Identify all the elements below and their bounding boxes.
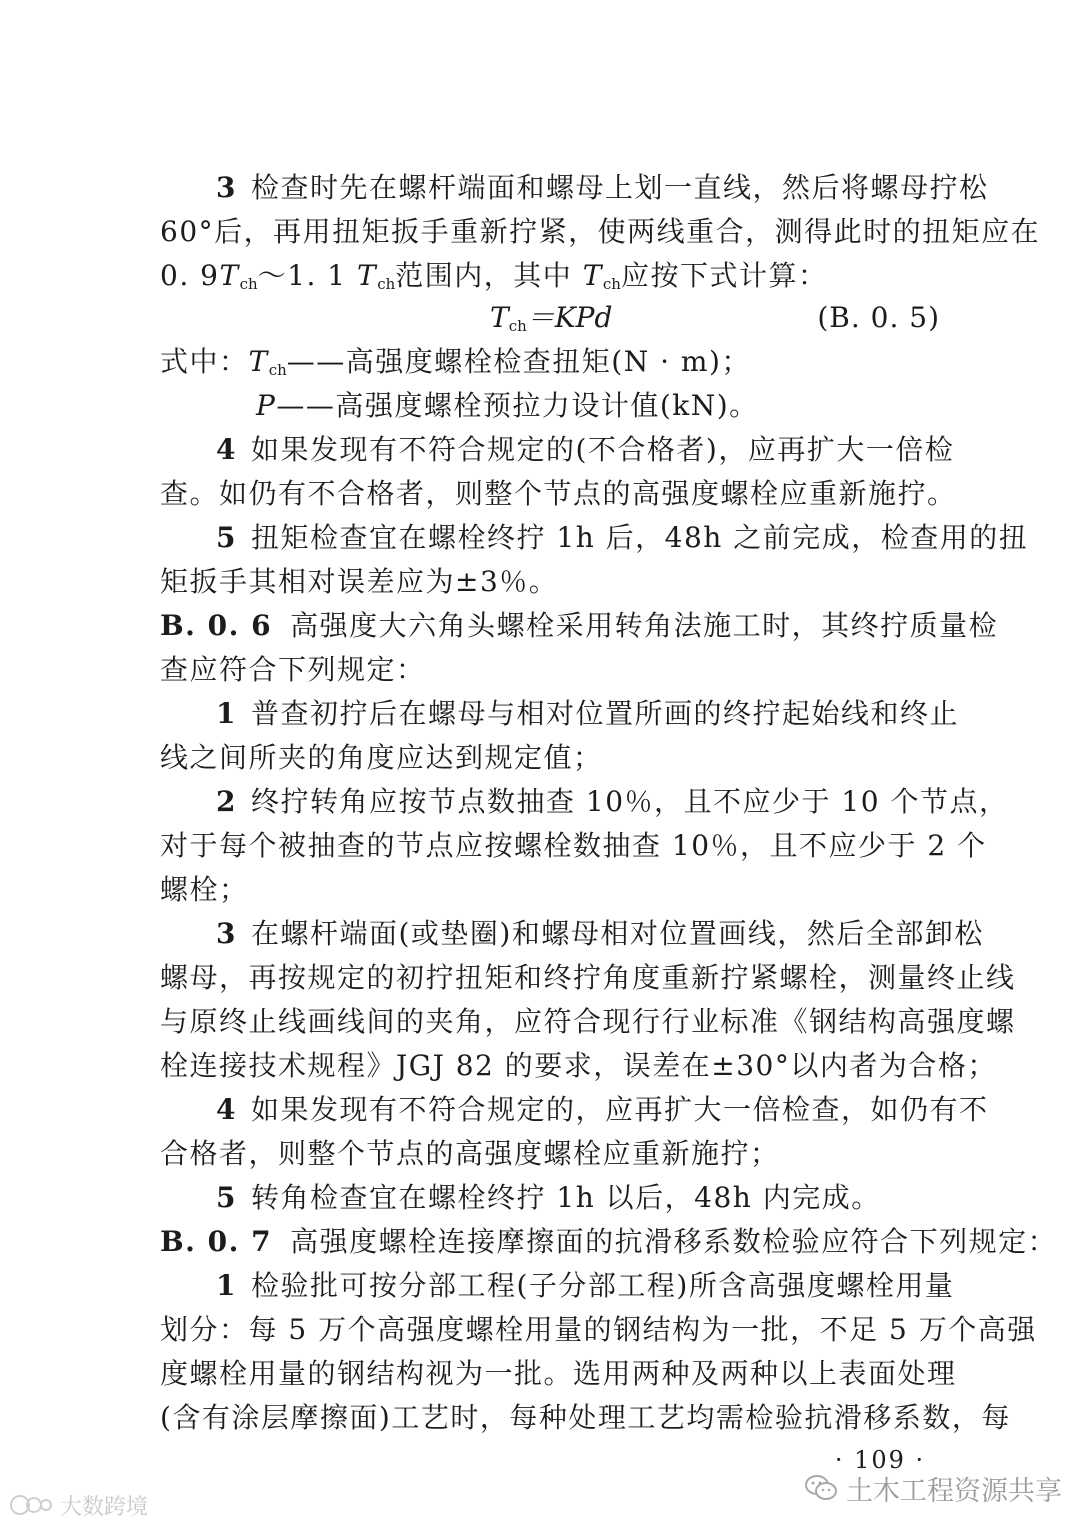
wechat-icon	[804, 1473, 838, 1503]
paragraph-line: 2 终拧转角应按节点数抽查 10％，且不应少于 10 个节点，	[216, 785, 1009, 818]
paragraph-line: 0. $9T_{ch}\sim 1$. 1 $T_{ch}$范围内，其中 $T_{ch}$应按下式计算：	[160, 259, 828, 293]
brand-logo-icon	[8, 1492, 54, 1518]
paragraph-line: 螺栓；	[160, 873, 249, 906]
section-number: B. 0. 6	[160, 609, 273, 642]
paragraph-line: 查。如仍有不合格者，则整个节点的高强度螺栓应重新施拧。	[160, 477, 957, 510]
paragraph-line: 合格者，则整个节点的高强度螺栓应重新施拧；	[160, 1137, 780, 1170]
formula-b-0-5	[160, 296, 940, 340]
paragraph-line: 4 如果发现有不符合规定的，应再扩大一倍检查，如仍有不	[216, 1093, 989, 1126]
paragraph-line: 对于每个被抽查的节点应按螺栓数抽查 10％，且不应少于 2 个	[160, 829, 987, 862]
where-clause: P——高强度螺栓预拉力设计值(kN)。	[256, 389, 759, 422]
paragraph-line: 1 检验批可按分部工程(子分部工程)所含高强度螺栓用量	[216, 1269, 955, 1302]
paragraph-line: (含有涂层摩擦面)工艺时，每种处理工艺均需检验抗滑移系数，每	[160, 1401, 1011, 1434]
paragraph-line: 度螺栓用量的钢结构视为一批。选用两种及两种以上表面处理	[160, 1357, 957, 1390]
section-heading: B. 0. 7 高强度螺栓连接摩擦面的抗滑移系数检验应符合下列规定：	[160, 1225, 1058, 1258]
line-text: 检查时先在螺杆端面和螺母上划一直线，然后将螺母拧松	[250, 171, 989, 204]
formula-expression: $T_{ch}=KPd$	[490, 301, 613, 335]
paragraph-line: 螺母，再按规定的初拧扭矩和终拧角度重新拧紧螺栓，测量终止线	[160, 961, 1016, 994]
formula-number: (B. 0. 5)	[817, 301, 940, 334]
watermark-brand	[8, 1486, 148, 1524]
paragraph-line: 60°后，再用扭矩扳手重新拧紧，使两线重合，测得此时的扭矩应在	[160, 215, 1041, 248]
watermark-brand-text: 大数跨境	[60, 1494, 149, 1520]
paragraph-line: 3 在螺杆端面(或垫圈)和螺母相对位置画线，然后全部卸松	[216, 917, 984, 950]
paragraph-line: 矩扳手其相对误差应为±3％。	[160, 565, 559, 598]
page-number: · 109 ·	[834, 1446, 926, 1474]
item-number: 3	[216, 171, 237, 204]
watermark-account	[804, 1468, 1062, 1508]
paragraph-line: 划分：每 5 万个高强度螺栓用量的钢结构为一批，不足 5 万个高强	[160, 1313, 1037, 1346]
paragraph-line: 4 如果发现有不符合规定的(不合格者)，应再扩大一倍检	[216, 433, 955, 466]
paragraph-line: 查应符合下列规定：	[160, 653, 426, 686]
section-heading: B. 0. 6 高强度大六角头螺栓采用转角法施工时，其终拧质量检	[160, 609, 999, 642]
paragraph-line	[216, 166, 989, 210]
watermark-text: 土木工程资源共享	[846, 1475, 1062, 1507]
paragraph-line: 线之间所夹的角度应达到规定值；	[160, 741, 603, 774]
paragraph-line: 5 转角检查宜在螺栓终拧 1h 以后，48h 内完成。	[216, 1181, 881, 1214]
paragraph-line: 与原终止线画线间的夹角，应符合现行行业标准《钢结构高强度螺	[160, 1005, 1016, 1038]
where-clause: 式中：$T_{ch}——$高强度螺栓检查扭矩(N · m)；	[160, 345, 751, 379]
paragraph-line: 1 普查初拧后在螺母与相对位置所画的终拧起始线和终止	[216, 697, 959, 730]
paragraph-line: 5 扭矩检查宜在螺栓终拧 1h 后，48h 之前完成，检查用的扭	[216, 521, 1029, 554]
paragraph-line: 栓连接技术规程》JGJ 82 的要求，误差在±30°以内者为合格；	[160, 1049, 997, 1082]
section-number: B. 0. 7	[160, 1225, 273, 1258]
